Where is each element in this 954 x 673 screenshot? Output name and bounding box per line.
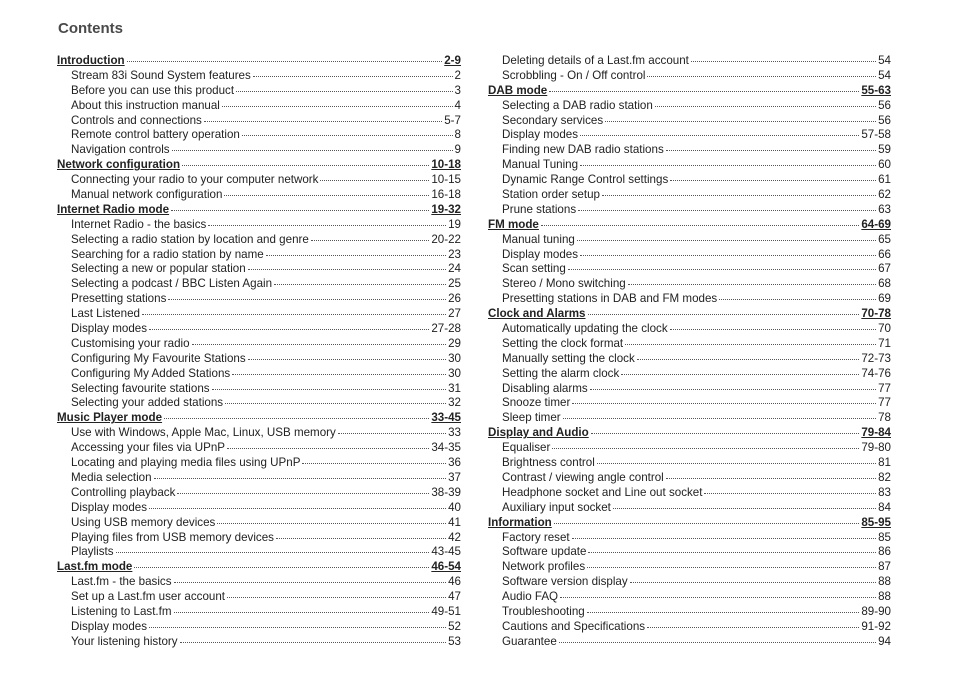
dot-leader — [168, 289, 446, 300]
dot-leader — [172, 140, 453, 151]
toc-entry-page: 74-76 — [861, 366, 891, 380]
toc-entry-label: Selecting your added stations — [71, 396, 224, 410]
toc-entry-label: Remote control battery operation — [71, 128, 240, 142]
toc-entry-label: Using USB memory devices — [71, 515, 216, 529]
dot-leader — [655, 96, 876, 107]
dot-leader — [248, 259, 446, 270]
dot-leader — [276, 528, 446, 539]
toc-entry-label: Troubleshooting — [502, 604, 585, 618]
toc-entry-page: 81 — [878, 456, 891, 470]
dot-leader — [149, 617, 446, 628]
toc-entry-page: 72-73 — [861, 351, 891, 365]
toc-entry-label: FM mode — [488, 217, 539, 231]
toc-entry-page: 83 — [878, 485, 891, 499]
toc-entry-page: 33-45 — [431, 411, 461, 425]
toc-entry-label: Navigation controls — [71, 143, 170, 157]
dot-leader — [311, 230, 430, 241]
toc-entry-page: 46-54 — [431, 560, 461, 574]
toc-entry-label: Finding new DAB radio stations — [502, 143, 664, 157]
toc-entry-label: Internet Radio - the basics — [71, 217, 207, 231]
dot-leader — [563, 408, 876, 419]
dot-leader — [666, 468, 876, 479]
dot-leader — [670, 319, 876, 330]
toc-entry-label: Display modes — [71, 500, 148, 514]
toc-entry-page: 64-69 — [861, 217, 891, 231]
dot-leader — [208, 215, 446, 226]
toc-entry-label: Software version display — [502, 575, 628, 589]
toc-entry-label: Configuring My Favourite Stations — [71, 351, 246, 365]
toc-entry-label: Stereo / Mono switching — [502, 277, 626, 291]
toc-entry-label: Accessing your files via UPnP — [71, 441, 226, 455]
dot-leader — [177, 483, 429, 494]
dot-leader — [691, 51, 876, 62]
toc-entry-label: Setting the clock format — [502, 336, 624, 350]
dot-leader — [116, 542, 430, 553]
toc-entry-label: Setting the alarm clock — [502, 366, 620, 380]
toc-entry-page: 42 — [448, 530, 461, 544]
toc-entry-label: Audio FAQ — [502, 590, 559, 604]
toc-entry-label: Clock and Alarms — [488, 307, 586, 321]
toc-entry-page: 54 — [878, 54, 891, 67]
toc-entry-page: 85 — [878, 530, 891, 544]
dot-leader — [242, 125, 453, 136]
toc-entry-label: Headphone socket and Line out socket — [502, 485, 703, 499]
dot-leader — [164, 408, 429, 419]
toc-entry-page: 84 — [878, 500, 891, 514]
dot-leader — [630, 572, 876, 583]
toc-entry-label: Cautions and Specifications — [502, 619, 646, 633]
toc-entry-label: Selecting a radio station by location and genre — [71, 232, 309, 246]
toc-entry-page: 91-92 — [861, 619, 891, 633]
dot-leader — [613, 498, 876, 509]
dot-leader — [227, 587, 446, 598]
toc-entry-label: Controlling playback — [71, 485, 176, 499]
toc-entry-page: 9 — [454, 143, 461, 157]
dot-leader — [134, 557, 429, 568]
toc-entry-page: 53 — [448, 634, 461, 648]
toc-entry-label: Manually setting the clock — [502, 351, 635, 365]
toc-entry-page: 26 — [448, 292, 461, 306]
dot-leader — [227, 438, 429, 449]
toc-entry-page: 65 — [878, 232, 891, 246]
toc-entry-label: Introduction — [57, 54, 125, 67]
toc-entry-page: 68 — [878, 277, 891, 291]
dot-leader — [580, 245, 876, 256]
toc-entry-label: Playlists — [71, 545, 114, 559]
toc-entry-page: 37 — [448, 470, 461, 484]
toc-entry-page: 57-58 — [861, 128, 891, 142]
toc-entry-page: 49-51 — [431, 604, 461, 618]
dot-leader — [588, 542, 876, 553]
toc-entry-page: 77 — [878, 396, 891, 410]
dot-leader — [253, 66, 453, 77]
toc-entry-page: 29 — [448, 336, 461, 350]
toc-entry[interactable] — [57, 634, 461, 649]
toc-entry-page: 41 — [448, 515, 461, 529]
toc-entry-page: 66 — [878, 247, 891, 261]
dot-leader — [554, 513, 860, 524]
dot-leader — [552, 438, 859, 449]
dot-leader — [236, 81, 452, 92]
toc-entry-label: Contrast / viewing angle control — [502, 470, 664, 484]
toc-entry-page: 23 — [448, 247, 461, 261]
toc-entry-page: 77 — [878, 381, 891, 395]
toc-entry-page: 36 — [448, 456, 461, 470]
toc-entry-label: Display modes — [71, 322, 148, 336]
toc-entry-page: 52 — [448, 619, 461, 633]
toc-entry-label: Controls and connections — [71, 113, 202, 127]
toc-entry-label: Selecting a podcast / BBC Listen Again — [71, 277, 273, 291]
toc-entry-label: Automatically updating the clock — [502, 322, 668, 336]
dot-leader — [212, 379, 447, 390]
toc-entry-page: 86 — [878, 545, 891, 559]
dot-leader — [605, 111, 876, 122]
dot-leader — [597, 453, 876, 464]
toc-entry-page: 16-18 — [431, 188, 461, 202]
dot-leader — [568, 259, 876, 270]
dot-leader — [171, 200, 429, 211]
toc-entry-page: 3 — [454, 83, 461, 97]
dot-leader — [590, 379, 876, 390]
toc-entry-page: 82 — [878, 470, 891, 484]
toc-entry-label: Display and Audio — [488, 426, 589, 440]
dot-leader — [182, 155, 429, 166]
dot-leader — [666, 140, 876, 151]
toc-entry-page: 24 — [448, 262, 461, 276]
toc-right-column — [488, 53, 891, 649]
toc-entry-page: 25 — [448, 277, 461, 291]
dot-leader — [704, 483, 876, 494]
toc-entry-label: Your listening history — [71, 634, 178, 648]
toc-entry-page: 2-9 — [444, 54, 461, 67]
toc-entry-page: 40 — [448, 500, 461, 514]
dot-leader — [588, 304, 860, 315]
toc-entry-page: 60 — [878, 158, 891, 172]
dot-leader — [572, 528, 876, 539]
toc-entry-page: 71 — [878, 336, 891, 350]
dot-leader — [719, 289, 876, 300]
toc-entry-page: 70-78 — [861, 307, 891, 321]
toc-entry-label: Software update — [502, 545, 587, 559]
toc-entry-page: 8 — [454, 128, 461, 142]
toc-entry-label: Manual network configuration — [71, 188, 223, 202]
toc-entry-label: About this instruction manual — [71, 98, 220, 112]
dot-leader — [580, 125, 859, 136]
toc-entry-label: Display modes — [502, 247, 579, 261]
toc-entry-label: Scrobbling - On / Off control — [502, 68, 646, 82]
dot-leader — [591, 423, 860, 434]
dot-leader — [670, 170, 876, 181]
toc-entry-page: 27-28 — [431, 322, 461, 336]
toc-entry-label: Presetting stations — [71, 292, 167, 306]
toc-entry-label: Connecting your radio to your computer network — [71, 173, 319, 187]
toc-entry-page: 19-32 — [431, 202, 461, 216]
dot-leader — [559, 632, 876, 643]
toc-entry-label: Customising your radio — [71, 336, 190, 350]
toc-entry-page: 78 — [878, 411, 891, 425]
toc-entry-label: DAB mode — [488, 83, 548, 97]
dot-leader — [149, 498, 446, 509]
toc-entry-label: Set up a Last.fm user account — [71, 590, 226, 604]
toc-entry-label: Brightness control — [502, 456, 595, 470]
dot-leader — [174, 572, 447, 583]
toc-entry-page: 33 — [448, 426, 461, 440]
toc-entry-label: Listening to Last.fm — [71, 604, 172, 618]
toc-entry-page: 34-35 — [431, 441, 461, 455]
dot-leader — [587, 557, 876, 568]
dot-leader — [621, 364, 859, 375]
toc-entry-label: Network profiles — [502, 560, 586, 574]
toc-entry-page: 94 — [878, 634, 891, 648]
dot-leader — [578, 200, 876, 211]
toc-entry-label: Display modes — [502, 128, 579, 142]
dot-leader — [274, 274, 446, 285]
toc-entry-label: Playing files from USB memory devices — [71, 530, 274, 544]
toc-entry-page: 69 — [878, 292, 891, 306]
toc-entry-page: 70 — [878, 322, 891, 336]
toc-entry-label: Sleep timer — [502, 411, 561, 425]
toc-entry-page: 56 — [878, 113, 891, 127]
toc-entry-label: Guarantee — [502, 634, 557, 648]
dot-leader — [225, 393, 446, 404]
toc-entry-label: Equaliser — [502, 441, 551, 455]
toc-entry-label: Dynamic Range Control settings — [502, 173, 669, 187]
toc-entry-label: Station order setup — [502, 188, 600, 202]
toc-entry[interactable] — [488, 634, 891, 649]
dot-leader — [577, 230, 876, 241]
dot-leader — [602, 185, 876, 196]
dot-leader — [180, 632, 447, 643]
toc-entry-label: Disabling alarms — [502, 381, 588, 395]
dot-leader — [580, 155, 876, 166]
dot-leader — [541, 215, 859, 226]
toc-entry-page: 62 — [878, 188, 891, 202]
toc-entry-label: Internet Radio mode — [57, 202, 170, 216]
toc-entry-label: Last.fm mode — [57, 560, 133, 574]
toc-entry-page: 30 — [448, 351, 461, 365]
page-title: Contents — [58, 20, 123, 37]
toc-entry-label: Stream 83i Sound System features — [71, 68, 251, 82]
toc-entry-label: Searching for a radio station by name — [71, 247, 264, 261]
toc-entry-page: 63 — [878, 202, 891, 216]
dot-leader — [338, 423, 446, 434]
toc-entry-page: 10-15 — [431, 173, 461, 187]
dot-leader — [320, 170, 429, 181]
toc-entry-page: 2 — [454, 68, 461, 82]
dot-leader — [549, 81, 859, 92]
toc-entry-page: 67 — [878, 262, 891, 276]
toc-entry-label: Display modes — [71, 619, 148, 633]
toc-entry-page: 89-90 — [861, 604, 891, 618]
toc-entry-label: Manual Tuning — [502, 158, 579, 172]
toc-entry-label: Snooze timer — [502, 396, 571, 410]
dot-leader — [232, 364, 446, 375]
dot-leader — [302, 453, 446, 464]
toc-entry-page: 5-7 — [444, 113, 461, 127]
toc-entry-page: 32 — [448, 396, 461, 410]
dot-leader — [204, 111, 442, 122]
toc-entry-label: Selecting favourite stations — [71, 381, 210, 395]
toc-entry-label: Music Player mode — [57, 411, 163, 425]
toc-entry-page: 47 — [448, 590, 461, 604]
toc-entry-page: 87 — [878, 560, 891, 574]
toc-entry-page: 85-95 — [861, 515, 891, 529]
dot-leader — [149, 319, 429, 330]
toc-entry-page: 79-84 — [861, 426, 891, 440]
toc-entry-label: Scan setting — [502, 262, 566, 276]
dot-leader — [647, 66, 876, 77]
toc-entry-page: 55-63 — [861, 83, 891, 97]
toc-entry-page: 20-22 — [431, 232, 461, 246]
dot-leader — [628, 274, 876, 285]
dot-leader — [192, 334, 447, 345]
toc-left-column — [57, 53, 461, 649]
toc-entry-page: 88 — [878, 575, 891, 589]
toc-entry-page: 61 — [878, 173, 891, 187]
toc-entry-label: Presetting stations in DAB and FM modes — [502, 292, 718, 306]
dot-leader — [587, 602, 860, 613]
dot-leader — [560, 587, 876, 598]
dot-leader — [647, 617, 859, 628]
toc-entry-label: Factory reset — [502, 530, 570, 544]
dot-leader — [217, 513, 446, 524]
toc-entry-label: Last.fm - the basics — [71, 575, 172, 589]
toc-entry-page: 4 — [454, 98, 461, 112]
toc-entry-label: Configuring My Added Stations — [71, 366, 231, 380]
toc-entry-label: Deleting details of a Last.fm account — [502, 54, 689, 67]
dot-leader — [248, 349, 446, 360]
toc-entry-label: Prune stations — [502, 202, 577, 216]
dot-leader — [174, 602, 430, 613]
toc-entry-label: Before you can use this product — [71, 83, 235, 97]
toc-entry-page: 56 — [878, 98, 891, 112]
toc-entry-page: 59 — [878, 143, 891, 157]
toc-entry-label: Locating and playing media files using UPnP — [71, 456, 301, 470]
dot-leader — [224, 185, 429, 196]
dot-leader — [127, 51, 443, 62]
toc-entry-page: 43-45 — [431, 545, 461, 559]
dot-leader — [154, 468, 447, 479]
toc-entry-label: Manual tuning — [502, 232, 575, 246]
toc-entry-page: 27 — [448, 307, 461, 321]
toc-entry-page: 46 — [448, 575, 461, 589]
toc-entry-label: Information — [488, 515, 552, 529]
dot-leader — [625, 334, 876, 345]
toc-entry-label: Selecting a new or popular station — [71, 262, 246, 276]
dot-leader — [572, 393, 876, 404]
toc-entry-page: 31 — [448, 381, 461, 395]
toc-entry-label: Secondary services — [502, 113, 604, 127]
toc-entry-label: Media selection — [71, 470, 152, 484]
dot-leader — [142, 304, 446, 315]
toc-entry-page: 38-39 — [431, 485, 461, 499]
dot-leader — [222, 96, 453, 107]
toc-entry-label: Use with Windows, Apple Mac, Linux, USB memory — [71, 426, 336, 440]
toc-entry-page: 19 — [448, 217, 461, 231]
toc-entry-page: 79-80 — [861, 441, 891, 455]
dot-leader — [637, 349, 860, 360]
toc-entry-page: 30 — [448, 366, 461, 380]
toc-entry-page: 88 — [878, 590, 891, 604]
toc-entry-page: 10-18 — [431, 158, 461, 172]
toc-entry-page: 54 — [878, 68, 891, 82]
toc-entry-label: Network configuration — [57, 158, 181, 172]
dot-leader — [266, 245, 446, 256]
toc-entry-label: Selecting a DAB radio station — [502, 98, 653, 112]
toc-entry-label: Auxiliary input socket — [502, 500, 611, 514]
toc-entry-label: Last Listened — [71, 307, 140, 321]
